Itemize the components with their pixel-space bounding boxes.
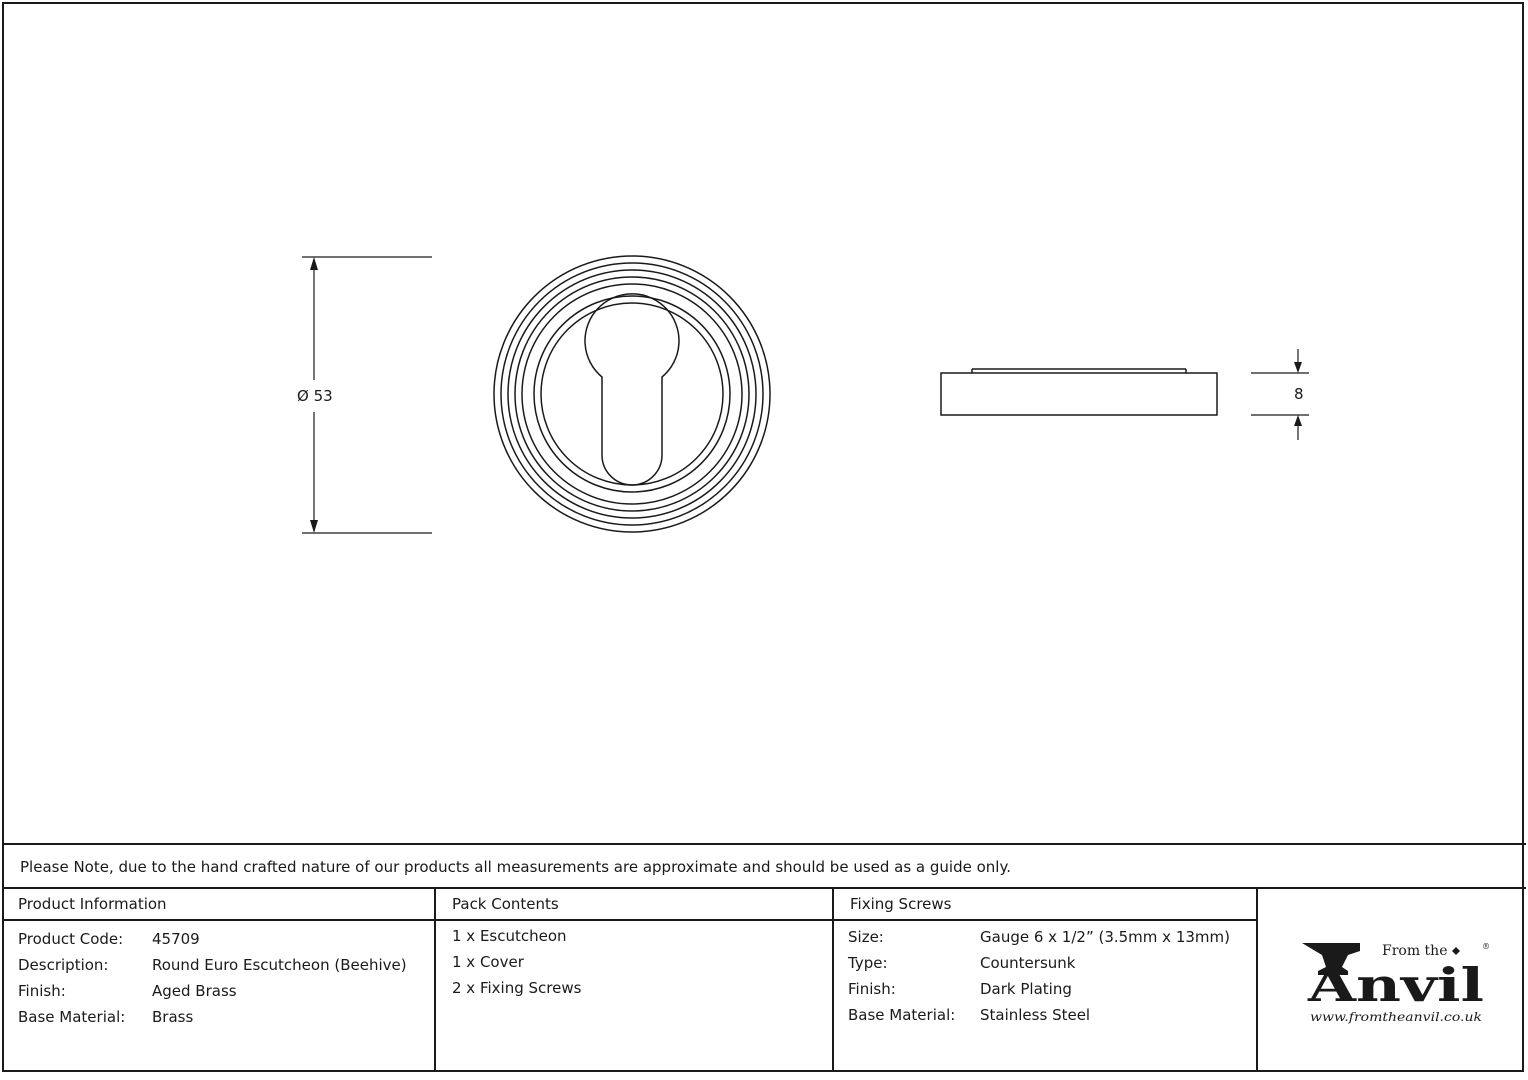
thickness-label: 8	[1294, 385, 1304, 403]
product-information-rows	[2, 921, 434, 1034]
ring-5	[522, 284, 742, 504]
screw-key: Finish:	[848, 980, 896, 998]
screw-value: Stainless Steel	[980, 1006, 1091, 1024]
product-information-header: Product Information	[2, 889, 434, 921]
info-value: Aged Brass	[152, 982, 237, 1000]
info-key: Description:	[18, 956, 109, 974]
screw-key: Type:	[848, 954, 888, 972]
info-key: Base Material:	[18, 1008, 126, 1026]
screw-value: Countersunk	[980, 954, 1076, 972]
side-body	[941, 373, 1217, 415]
product-information-panel	[2, 889, 436, 1072]
info-row	[18, 982, 434, 1008]
arrow-up-icon	[1294, 415, 1302, 426]
arrow-down-icon	[310, 520, 318, 533]
screw-value: Gauge 6 x 1/2” (3.5mm x 13mm)	[980, 928, 1230, 946]
escutcheon-front-view	[494, 256, 770, 532]
list-item: 1 x Escutcheon	[452, 927, 567, 945]
pack-contents-panel	[436, 889, 834, 1072]
info-value: Round Euro Escutcheon (Beehive)	[152, 956, 407, 974]
list-item: 1 x Cover	[452, 953, 524, 971]
pack-contents-header: Pack Contents	[436, 889, 832, 921]
screw-row	[848, 1006, 1256, 1032]
euro-cylinder-keyhole	[585, 294, 679, 485]
measurement-note-bar	[2, 843, 1526, 889]
screw-key: Size:	[848, 928, 884, 946]
fixing-screws-panel	[834, 889, 1258, 1072]
screw-row	[848, 928, 1256, 954]
screw-value: Dark Plating	[980, 980, 1072, 998]
info-row	[18, 1008, 434, 1034]
measurement-note: Please Note, due to the hand crafted nature of our products all measurements are approximate and should be used as a guide only.	[20, 858, 1011, 876]
pack-contents-list	[436, 921, 832, 1005]
logo-registered: ®	[1482, 942, 1490, 951]
diamond-icon	[1452, 947, 1460, 955]
info-row	[18, 930, 434, 956]
info-value: Brass	[152, 1008, 194, 1026]
diameter-label: Ø 53	[297, 387, 333, 405]
escutcheon-side-view	[941, 369, 1217, 415]
ring-6	[534, 296, 730, 492]
arrow-up-icon	[310, 257, 318, 270]
info-key: Product Code:	[18, 930, 124, 948]
screw-row	[848, 954, 1256, 980]
screw-key: Base Material:	[848, 1006, 956, 1024]
fixing-screws-header: Fixing Screws	[834, 889, 1256, 921]
info-value: 45709	[152, 930, 200, 948]
screw-row	[848, 980, 1256, 1006]
info-key: Finish:	[18, 982, 66, 1000]
logo-anvil: Anvil	[1306, 958, 1484, 1012]
logo-url: www.fromtheanvil.co.uk	[1310, 1010, 1482, 1024]
ring-4	[515, 277, 749, 511]
logo-from-the: From the	[1382, 943, 1448, 959]
logo-panel	[1258, 889, 1526, 1072]
ring-1	[494, 256, 770, 532]
list-item: 2 x Fixing Screws	[452, 979, 582, 997]
arrow-down-icon	[1294, 362, 1302, 373]
ring-7	[541, 303, 723, 485]
ring-3	[508, 270, 756, 518]
fixing-screws-rows	[834, 921, 1256, 1032]
info-row	[18, 956, 434, 982]
from-the-anvil-logo	[1298, 939, 1498, 1029]
